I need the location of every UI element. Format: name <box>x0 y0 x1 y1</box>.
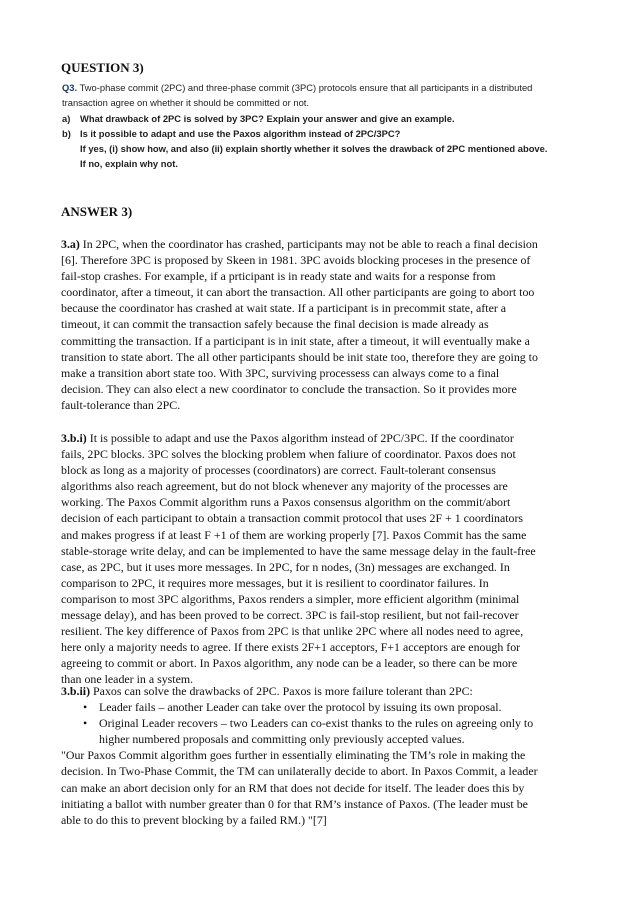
paragraph-line: transition to state abort. The all other participants should be init state too, therefore they are going to <box>61 349 538 364</box>
part-label: 3.b.ii) <box>61 684 91 698</box>
paragraph-line: decision. They can also elect a new coordinator to conclude the transaction. So it provides more <box>61 381 517 396</box>
paragraph-line: 3.b.i) It is possible to adapt and use the Paxos algorithm instead of 2PC/3PC. If the coordinator <box>61 431 514 445</box>
paragraph-line: [6]. Therefore 3PC is proposed by Skeen in 1981. 3PC avoids blocking proceses in the presence of <box>61 253 531 268</box>
part-label: 3.b.i) <box>61 431 87 445</box>
answer-heading: ANSWER 3) <box>61 204 133 219</box>
paragraph-line: timeout, it can commit the transaction safely because the final decision is made already as <box>61 317 489 332</box>
paragraph-line: 3.b.ii) Paxos can solve the drawbacks of 2PC. Paxos is more failure tolerant than 2PC: <box>61 684 473 698</box>
question-text-block <box>62 80 562 172</box>
answer-part-a <box>61 236 581 413</box>
bullet-marker: • <box>83 700 88 715</box>
quote-line: able to do this to prevent blocking by a failed RM.) "[7] <box>61 812 327 827</box>
quote-line: can make an abort decision only for an RM that does not decide for itself. The leader does this by <box>61 780 525 795</box>
paragraph-line: than one leader in a system. <box>61 672 194 687</box>
paragraph-line: because the coordinator has crashed at wait state. If a participant is in precommit state, after a <box>61 301 507 316</box>
bullet-marker: • <box>83 716 88 731</box>
paragraph-line: stable-storage write delay, and can be implemented to have the same message delay in the fault-free <box>61 543 536 558</box>
paragraph-line: make a transition abort state too. With 3PC, surviving processess can always come to a final <box>61 365 500 380</box>
paragraph-line: algorithms also reach agreement, but do not block whenever any majority of the processes are <box>61 479 508 494</box>
question-intro-line: Q3. Two-phase commit (2PC) and three-phase commit (3PC) protocols ensure that all participants in a distributed <box>62 82 533 93</box>
paragraph-line: block as long as a majority of processes (coordinators) are correct. Fault-tolerant consensus <box>61 463 496 478</box>
paragraph-line: fault-tolerance than 2PC. <box>61 397 181 412</box>
bullet-continuation: higher numbered proposals and committing only previously accepted values. <box>99 732 465 747</box>
paragraph-line: coordinator, after a timeout, it can abort the transaction. All other participants are going to abort too <box>61 285 535 300</box>
question-item-b-continuation: If yes, (i) show how, and also (ii) explain shortly whether it solves the drawback of 2PC mentioned above. <box>80 143 548 155</box>
question-intro-line: transaction agree on whether it should be committed or not. <box>62 97 310 109</box>
quote-line: "Our Paxos Commit algorithm goes further in essentially eliminating the TM’s role in making the <box>61 748 526 763</box>
answer-part-b-i <box>61 430 581 688</box>
paragraph-line: resilient. The key difference of Paxos from 2PC is that unlike 2PC where all nodes need to agree, <box>61 624 524 639</box>
paragraph-line: working. The Paxos Commit algorithm runs a Paxos consensus algorithm on the commit/abort <box>61 495 511 510</box>
paragraph-line: fails, 2PC blocks. 3PC solves the blocking problem when faliure of coordinator. Paxos does not <box>61 447 516 462</box>
paragraph-line: decision of each participant to obtain a transaction commit protocol that uses 2F + 1 coordinators <box>61 511 524 526</box>
question-item-b: b) Is it possible to adapt and use the Paxos algorithm instead of 2PC/3PC? <box>62 127 401 139</box>
paragraph-line: agreeing to commit or abort. In Paxos algorithm, any node can be a leader, so there can be more <box>61 656 518 671</box>
bullet-item: • Leader fails – another Leader can take over the protocol by issuing its own proposal. <box>83 700 502 715</box>
paragraph-line: message delay), and has been proved to be correct. 3PC is fail-stop resilient, but not fail-recover <box>61 608 519 623</box>
paragraph-line: and makes progress if at least F +1 of them are working properly [7]. Paxos Commit has the same <box>61 527 527 542</box>
quote-line: initiating a ballot with number greater than 0 for that RM’s instance of Paxos. (The leader must be <box>61 796 528 811</box>
part-label: 3.a) <box>61 237 80 251</box>
bullet-item: • Original Leader recovers – two Leaders can co-exist thanks to the rules on agreeing only to <box>83 716 534 731</box>
question-item-a: a) What drawback of 2PC is solved by 3PC? Explain your answer and give an example. <box>62 112 455 124</box>
paragraph-line: case, as 2PC, but it uses more messages. In 2PC, for n nodes, (3n) messages are exchanged. In <box>61 559 510 574</box>
question-label: Q3. <box>62 82 78 93</box>
question-heading: QUESTION 3) <box>61 60 144 75</box>
quote-line: decision. In Two-Phase Commit, the TM can unilaterally decide to abort. In Paxos Commit, a leader <box>61 764 538 779</box>
paragraph-line: 3.a) In 2PC, when the coordinator has crashed, participants may not be able to reach a final decision <box>61 237 538 251</box>
paragraph-line: comparison to 2PC, it requires more messages, but it is resilient to coordinator failures. In <box>61 575 489 590</box>
question-item-b-continuation: If no, explain why not. <box>80 158 178 170</box>
paragraph-line: committing the transaction. If a participant is in init state, after a timeout, it will eventually make a <box>61 333 530 348</box>
paragraph-line: comparison to most 3PC algorithms, Paxos renders a simpler, more efficient algorithm (minimal <box>61 591 520 606</box>
paragraph-line: here only a majority needs to agree. If there exists 2F+1 acceptors, F+1 acceptors are enough for <box>61 640 521 655</box>
paragraph-line: fail-stop crashes. For example, if a prticipant is in ready state and waits for a response from <box>61 269 496 284</box>
answer-part-b-ii <box>61 683 581 828</box>
